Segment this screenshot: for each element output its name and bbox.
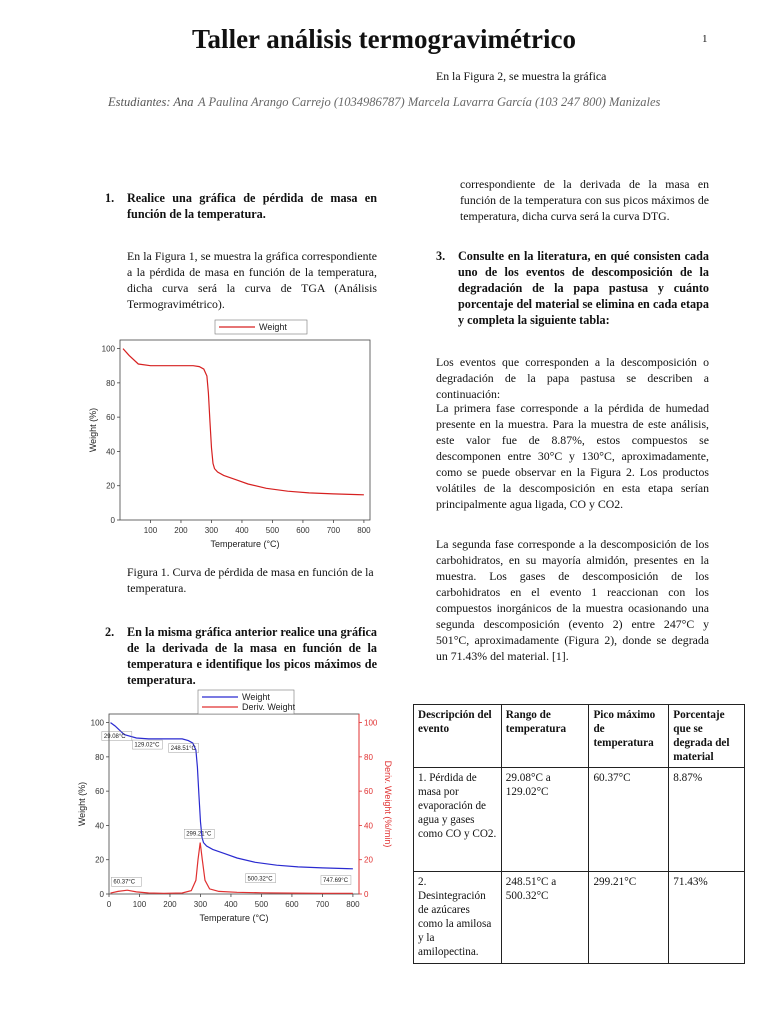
legend-label: Deriv. Weight — [242, 702, 296, 712]
x-tick-label: 600 — [285, 900, 299, 909]
table-row — [414, 768, 745, 872]
paragraph-fig1-intro: En la Figura 1, se muestra la gráfica correspondiente a la pérdida de masa en función de la temperatura, dicha curva será la curva de TGA (Análisis Termogravimétrico). — [127, 249, 377, 311]
x-tick-label: 100 — [132, 900, 147, 909]
plot-frame — [109, 714, 359, 894]
y2-axis-label: Deriv. Weight (%/min) — [383, 760, 393, 848]
x-tick-label: 700 — [326, 526, 341, 535]
question-3-number: 3. — [436, 249, 446, 263]
y-tick-label: 0 — [99, 890, 104, 899]
y-tick-label: 40 — [95, 821, 104, 831]
students-label: Estudiantes: Ana — [108, 95, 194, 109]
annotation-label: 747.69°C — [322, 878, 349, 884]
figure-2-dtg-chart — [64, 688, 394, 936]
table-cell: 299.21°C — [589, 872, 669, 964]
table-header-cell: Descripción del evento — [414, 705, 502, 768]
y-tick-label: 100 — [101, 344, 115, 354]
paragraph-events-intro: Los eventos que corresponden a la descomposición o degradación de la papa pastusa se describen a continuación: — [436, 355, 709, 401]
students-overlay: A Paulina Arango Carrejo (1034986787) Marcela Lavarra García (103 247 800) Manizales — [198, 95, 661, 109]
annotation-label: 29.08°C — [103, 734, 126, 740]
question-2 — [105, 624, 377, 688]
table-cell: 29.08°C a 129.02°C — [501, 768, 589, 872]
table-cell: 8.87% — [669, 768, 745, 872]
figure-1-caption: Figura 1. Curva de pérdida de masa en función de la temperatura. — [127, 565, 374, 595]
y2-tick-label: 100 — [364, 718, 378, 728]
y-tick-label: 60 — [106, 413, 115, 423]
y-tick-label: 0 — [110, 516, 115, 525]
table-cell: 71.43% — [669, 872, 745, 964]
legend-label: Weight — [259, 322, 287, 332]
x-tick-label: 300 — [204, 526, 219, 535]
page-title: Taller análisis termogravimétrico — [192, 24, 576, 54]
x-tick-label: 200 — [163, 900, 177, 909]
y-tick-label: 60 — [95, 787, 104, 797]
legend-label: Weight — [242, 692, 270, 702]
table-cell: 248.51°C a 500.32°C — [501, 872, 589, 964]
paragraph-phase-2: La segunda fase corresponde a la descomposición de los carbohidratos, en su mayoría almidón, presentes en la muestra. Los gases de descomposición de los carbohidratos en el evento 1 reaccionan con los compuestos inorgánicos de la muestra ocasionando una segunda descomposición (evento 2) entre 247°C y 501°C, aproximadamente (Figura 2), donde se degrada un 71.43% del material. [1]. — [436, 537, 709, 663]
table-cell: 60.37°C — [589, 768, 669, 872]
page-number: 1 — [702, 33, 708, 45]
table-row — [414, 872, 745, 964]
y2-tick-label: 40 — [364, 821, 373, 831]
y-tick-label: 80 — [106, 378, 115, 388]
y-axis-label: Weight (%) — [77, 781, 87, 827]
table-header-cell: Rango de temperatura — [501, 705, 589, 768]
question-2-text: En la misma gráfica anterior realice una gráfica de la derivada de la masa en función de la temperatura e identifique los picos máximos de temperatura. — [127, 625, 377, 687]
y-tick-label: 80 — [95, 752, 104, 762]
right-para-dtg: correspondiente de la derivada de la masa en función de la temperatura con sus picos máximos de temperatura, dicha curva será la curva DTG. — [460, 177, 709, 223]
x-axis-label: Temperature (°C) — [210, 539, 280, 549]
x-tick-label: 300 — [193, 900, 208, 909]
x-tick-label: 500 — [254, 900, 269, 909]
x-tick-label: 700 — [315, 900, 330, 909]
annotation-label: 129.02°C — [134, 742, 160, 749]
x-tick-label: 500 — [265, 526, 280, 535]
series-line — [123, 349, 364, 495]
y2-tick-label: 20 — [364, 855, 373, 865]
x-tick-label: 800 — [357, 526, 371, 535]
plot-frame — [120, 340, 370, 520]
y-tick-label: 40 — [106, 447, 115, 457]
table-header-cell: Pico máximo de temperatura — [589, 705, 669, 768]
right-para-top-line: En la Figura 2, se muestra la gráfica — [436, 69, 607, 83]
annotation-label: 248.51°C — [170, 746, 196, 752]
y-axis-label: Weight (%) — [88, 407, 98, 453]
table-cell: 2. Desintegración de azúcares como la amilosa y la amilopectina. — [414, 872, 502, 964]
x-tick-label: 600 — [296, 526, 310, 535]
table-header-row — [414, 705, 745, 768]
y2-tick-label: 0 — [364, 890, 369, 899]
annotation-label: 60.37°C — [113, 879, 136, 886]
question-1-number: 1. — [105, 191, 115, 205]
events-table — [413, 704, 745, 964]
question-1-text: Realice una gráfica de pérdida de masa en función de la temperatura. — [127, 191, 377, 221]
annotation-label: 500.32°C — [247, 876, 273, 883]
paragraph-phase-1: La primera fase corresponde a la pérdida de humedad presente en la muestra. Para la muestra de este análisis, este valor fue de 8.87%, estos compuestos se descomponen entre 30°C y 130°C, aproximadamente, como se puede observar en la Figura 2. Los productos volátiles de la descomposición en esta etapa serían principalmente agua ligada, CO y CO2. — [436, 401, 709, 511]
question-2-number: 2. — [105, 625, 115, 639]
x-tick-label: 800 — [346, 900, 360, 909]
x-tick-label: 400 — [235, 526, 249, 535]
table-header-cell: Porcentaje que se degrada del material — [669, 705, 745, 768]
y-tick-label: 20 — [95, 855, 104, 865]
figure-1-tga-chart — [70, 318, 380, 558]
y-tick-label: 20 — [106, 481, 115, 491]
x-tick-label: 200 — [174, 526, 188, 535]
x-axis-label: Temperature (°C) — [199, 913, 269, 923]
question-3 — [436, 248, 709, 328]
y2-tick-label: 80 — [364, 752, 373, 762]
x-tick-label: 100 — [143, 526, 158, 535]
y-tick-label: 100 — [90, 718, 104, 728]
question-1 — [105, 190, 377, 222]
question-3-text: Consulte en la literatura, en qué consisten cada uno de los eventos de descomposición de la degradación de la papa pastusa y cuánto porcentaje del material se elimina en cada etapa y completa la siguiente tabla: — [458, 249, 709, 327]
students-line — [108, 95, 708, 110]
y2-tick-label: 60 — [364, 787, 373, 797]
x-tick-label: 400 — [224, 900, 238, 909]
x-tick-label: 0 — [106, 900, 112, 909]
table-cell: 1. Pérdida de masa por evaporación de agua y gases como CO y CO2. — [414, 768, 502, 872]
annotation-label: 299.21°C — [186, 831, 212, 838]
